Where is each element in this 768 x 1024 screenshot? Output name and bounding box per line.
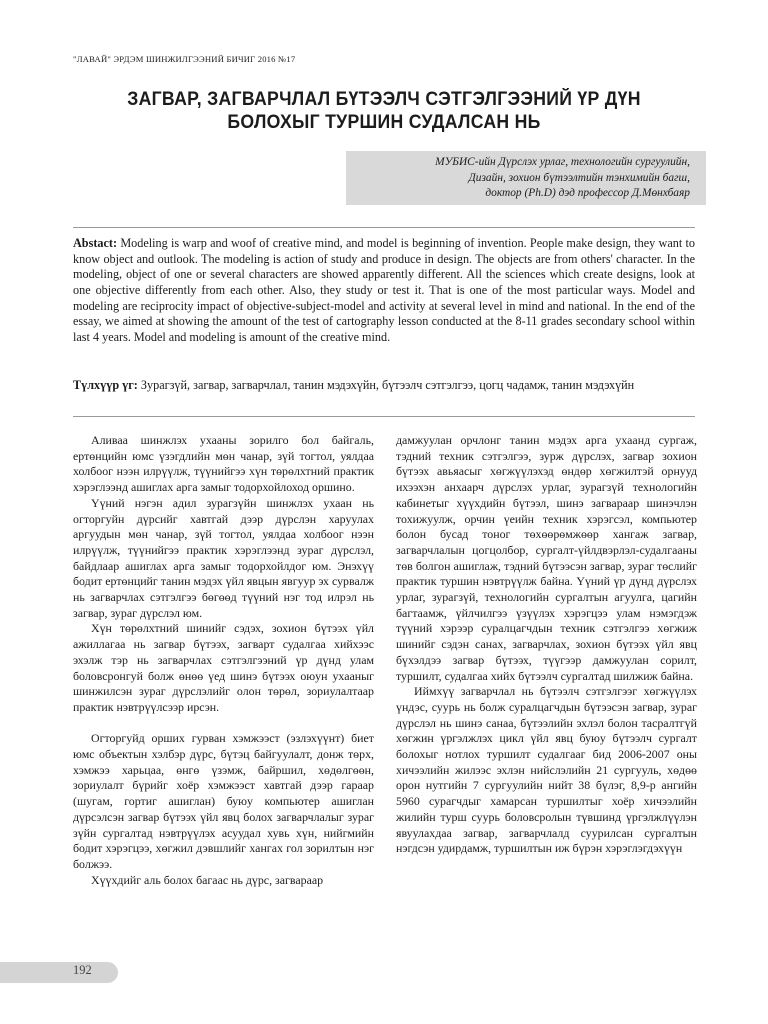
author-line-3: доктор (Ph.D) дэд профессор Д.Мөнхбаяр (485, 187, 690, 199)
abstract (73, 236, 695, 346)
body-paragraph: Иймхүү загварчлал нь бүтээлч сэтгэлгээг хөгжүүлэх үндэс, суурь нь болж суралцагчдын бүтээсэн загвар, зураг дүрслэл нь шинэ санаа, бүтээлийн эхлэл болон тасралтгүй хөгжин үргэлжлэх цикл үйл явц буюу бүтээлч сургалт болохыг нотлох туршилт судалгааг бид 2006-2007 оны хичээлийн жилээс эхлэн нийслэлийн 21 сургууль, хөдөө орон нутгийн 7 сургуулийн нийт 38 бүлэг, 8,9-р ангийн 5960 сурагчдыг хамарсан туршилтыг хоёр хичээлийн жилийн турш суурь боловсролын түвшинд үргэлжлүүлэн явуулахдаа загвар, загварчлалд суурилсан сургалтын нэгдсэн удирдамж, туршилтын иж бүрэн хэрэглэгдэхүүн (396, 684, 697, 856)
body-paragraph: Үүний нэгэн адил зурагзүйн шинжлэх ухаан нь огторгуйн дүрсийг хавтгай дээр дүрслэн харуулах аргуудын мөн чанар, зүй тогтол, уялдаа холбоог нээн илрүүлж, түүнийгээ практик хэрэглээнд зураг дүрслэл, байдлаар ашиглах арга замыг тодорхойлдог юм. Энэхүү бодит ертөнцийг танин мэдэх үйл явцын явгуур эх сурвалж нь загварчлах сэтгэлгээ бөгөөд түүний нэг тод илрэл нь загвар, зураг дүрслэл юм. (73, 495, 374, 620)
author-line-2: Дизайн, зохион бүтээлтийн тэнхимийн багш, (468, 171, 690, 184)
journal-header: "ЛАВАЙ" ЭРДЭМ ШИНЖИЛГЭЭНИЙ БИЧИГ 2016 №17 (73, 54, 296, 64)
author-lines (435, 155, 690, 202)
body-paragraph: дамжуулан орчлонг танин мэдэх арга ухаанд сургаж, тэдний техник сэтгэлгээ, зурж дүрслэх, загвар зохион бүтээх авьяасыг хөгжүүлэхэд өндөр хөгжилтэй орнууд ихээхэн анхаарч дүрслэх урлаг, зурагзүй технологийн кабинетыг хүүхдийн бүтээл, шинэ загвараар шинэчлэн тохижуулж, орчин үеийн техник хэрэгсэл, компьютер болон бусад тоног төхөөрөмжөөр хангаж загвар, загварчлалын цогцолбор, сургалт-үйлдвэрлэл-судалгааны төв болгон ашиглаж, тэдний бүтээсэн загвар, зураг төслийг практик туршин нэвтрүүлж байна. Үүний үр дүнд дүрслэх урлаг, зурагзүй, технологийн сургалтын агуулга, цагийн багтаамж, үйлчилгээ үзүүлэх хэрэгцээ улам нэмэгдэж түүний хэрээр суралцагчдын техник сэтгэлгээ хөгжиж шинийг сэдэн санах, загварчлах, зохион бүтээх үйл явц бүхэлдээ загвар бүтээх, түүгээр дамжуулан сорилт, туршилт, судалгаа хийх бүтээлч сургалтад шилжиж байна. (396, 433, 697, 683)
title-line-1: ЗАГВАР, ЗАГВАРЧЛАЛ БҮТЭЭЛЧ СЭТГЭЛГЭЭНИЙ ҮР ДҮН (127, 89, 641, 110)
keywords-label: Түлхүүр үг: (73, 378, 138, 392)
abstract-label: Abstact: (73, 236, 118, 250)
author-line-1: МУБИС-ийн Дүрслэх урлаг, технологийн сургуулийн, (435, 156, 690, 168)
body-paragraph: Хүүхдийг аль болох багаас нь дүрс, загвараар (91, 872, 324, 887)
abstract-top-rule (73, 227, 695, 228)
body-paragraph: Хүн төрөлхтний шинийг сэдэх, зохион бүтээх үйл ажиллагаа нь загвар бүтээх, загварт судалгаа хийхээс эхэлж тэр нь загварчлах сэтгэлгээний үр дүнд улам боловсронгуй болж өнөө үед шинэ бүтээх оюун ухааныг шинжилсэн зураг дүрслэлийг олон төрөл, зориулалтаар практик нэвтрүүлсээр ирсэн. (73, 621, 374, 714)
left-column (73, 433, 374, 888)
right-column (396, 433, 697, 857)
keywords (73, 378, 695, 394)
keywords-text: Зурагзүй, загвар, загварчлал, танин мэдэхүйн, бүтээлч сэтгэлгээ, цогц чадамж, танин мэдэхүйн (140, 378, 635, 392)
abstract-bottom-rule (73, 416, 695, 417)
page-number-tab (0, 962, 118, 983)
page-number: 192 (73, 963, 92, 977)
body-paragraph: Огторгуйд орших гурван хэмжээст (эзлэхүүнт) биет юмс объектын хэлбэр дүрс, бүтэц байгуулалт, донж төрх, хэмжээ харьцаа, өнгө үзэмж, байршил, хөдөлгөөн, зориулалт бүрийг хоёр хэмжээст хавтгай дээр гараар (шугам, гортиг ашиглан) буюу компьютер ашиглан дүрсэлсэн загвар бүтээх үйл явц болох загварчлалыг зураг зүйн сургалтад нэвтрүүлэх асуудал хувь хүн, нийгмийн бодит хэрэгцээ, хөгжил дэвшлийг хангах гол зорилтын нэг болжээ. (73, 731, 374, 871)
article-title (83, 88, 686, 134)
body-paragraph: Аливаа шинжлэх ухааны зорилго бол байгаль, ертөнцийн юмс үзэгдлийн мөн чанар, зүй тогтол, уялдаа холбоог нээн илрүүлж, түүнийгээ хүн төрөлхтний практик хэрэглээнд ашиглах арга замыг тодорхойлоход оршино. (73, 433, 374, 495)
title-line-2: БОЛОХЫГ ТУРШИН СУДАЛСАН НЬ (227, 112, 541, 133)
abstract-text: Modeling is warp and woof of creative mind, and model is beginning of invention. People make design, they want to know object and outlook. The modeling is action of study and produce in design. The objects are from others' character. In the modeling, object of one or several characters are showed apparently different. All the sciences which create designs, look at one objective differently from each other. Also, they study or test it. That is one of the most particular ways. Model and modeling are reciprocity impact of objective-subject-model and activity at several level in mind and national. In the end of the essay, we aimed at showing the amount of the test of cartography lesson conducted at the 8-11 grades secondary school within last 4 years. Model and modeling is amount of the creative mind. (73, 236, 695, 344)
author-box (346, 151, 706, 205)
